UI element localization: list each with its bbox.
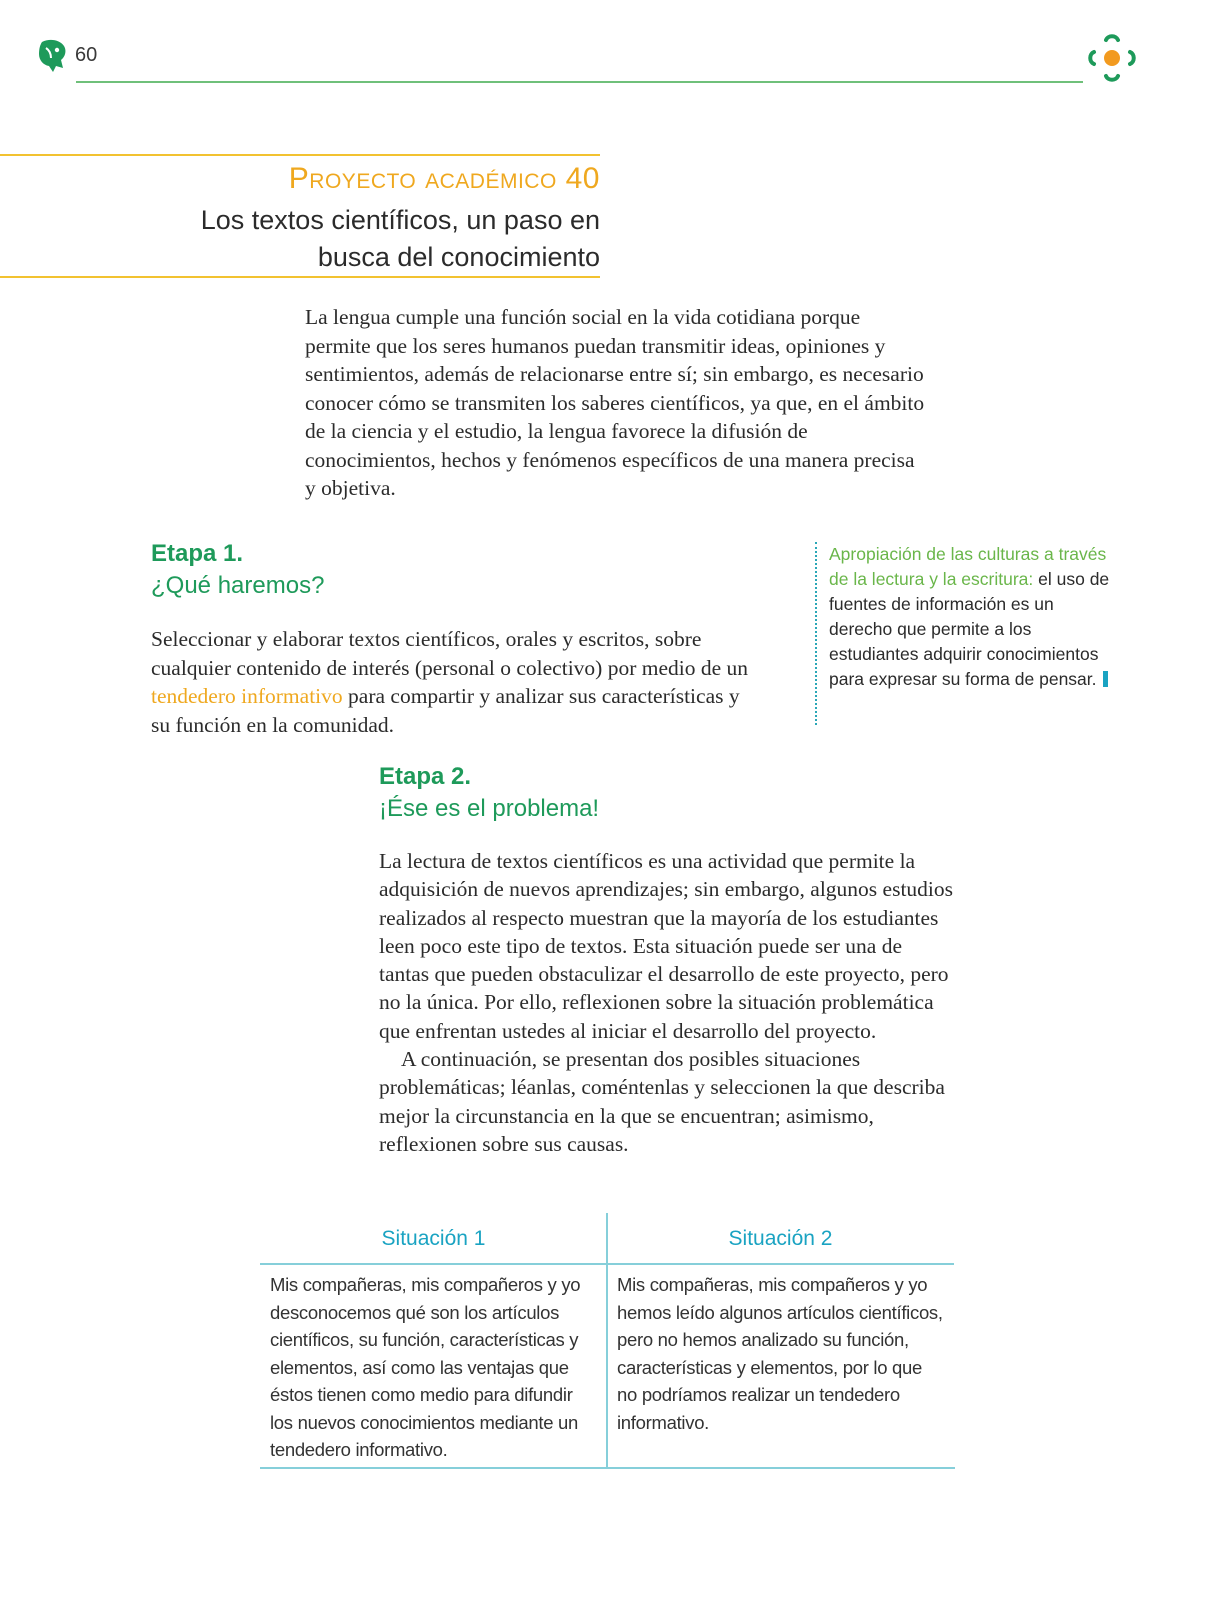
etapa1-body-before: Seleccionar y elaborar textos científicos, orales y escritos, sobre cualquier contenido de interés (personal o colectivo) por medio de un bbox=[151, 627, 749, 680]
etapa1-body-after: para compartir y analizar sus características y su función en la comunidad. bbox=[151, 684, 740, 737]
tendedero-highlight: tendedero informativo bbox=[151, 684, 343, 708]
etapa2-body bbox=[379, 847, 954, 1158]
etapa2-subtitle: ¡Ése es el problema! bbox=[379, 795, 600, 822]
project-title: Los textos científicos, un paso en busca del conocimiento bbox=[200, 205, 600, 272]
flower-dots-icon bbox=[1086, 30, 1138, 86]
leaf-head-icon bbox=[36, 38, 68, 74]
project-label: Proyecto académico 40 bbox=[288, 162, 600, 195]
etapa1-number: Etapa 1. bbox=[151, 540, 244, 567]
situation-1-title: Situación 1 bbox=[260, 1213, 607, 1265]
page-number: 60 bbox=[75, 44, 98, 66]
etapa1-subtitle: ¿Qué haremos? bbox=[151, 572, 325, 599]
sidebar-term: Apropiación de las culturas a través de la lectura y la escritura: bbox=[829, 544, 1107, 589]
title-bottom-rule bbox=[0, 276, 600, 278]
intro-paragraph: La lengua cumple una función social en la vida cotidiana porque permite que los seres humanos puedan transmitir ideas, opiniones y sentimientos, además de relacionarse entre sí; sin embargo, es necesario conocer cómo se transmiten los saberes científicos, ya que, en el ámbito de la ciencia y el estudio, la lengua favorece la difusión de conocimientos, hechos y fenómenos específicos de una manera precisa y objetiva. bbox=[305, 305, 925, 500]
glossary-sidebar bbox=[815, 542, 1115, 725]
etapa2-paragraph-1: La lectura de textos científicos es una actividad que permite la adquisición de nuevos aprendizajes; sin embargo, algunos estudios realizados al respecto muestran que la mayoría de los estudiantes leen poco este tipo de textos. Esta situación puede ser una de tantas que pueden obstaculizar el desarrollo de este proyecto, pero no la única. Por ello, reflexionen sobre la situación problemática que enfrentan ustedes al iniciar el desarrollo del proyecto. bbox=[379, 849, 954, 1043]
situation-2-column bbox=[607, 1213, 954, 1469]
etapa1-heading bbox=[151, 538, 324, 602]
situation-1-text: Mis compañeras, mis compañeros y yo desconocemos qué son los artículos científicos, su función, características y elementos, así como las ventajas que éstos tienen como medio para difundir los nuevos conocimientos mediante un tendedero informativo. bbox=[270, 1274, 581, 1460]
situation-1-column bbox=[260, 1213, 607, 1469]
sidebar-text: el uso de fuentes de información es un derecho que permite a los estudiantes adquirir conocimientos para expresar su forma de pensar. bbox=[829, 569, 1110, 689]
etapa2-heading bbox=[379, 761, 599, 825]
title-top-rule bbox=[0, 154, 600, 156]
table-bottom-rule bbox=[260, 1467, 955, 1469]
situations-table bbox=[260, 1213, 955, 1469]
situation-2-title: Situación 2 bbox=[607, 1213, 954, 1265]
end-mark-icon bbox=[1103, 671, 1108, 687]
situation-2-text: Mis compañeras, mis compañeros y yo hemos leído algunos artículos científicos, pero no hemos analizado su función, características y elementos, por lo que no podríamos realizar un tendedero informativo. bbox=[617, 1274, 943, 1433]
etapa2-number: Etapa 2. bbox=[379, 763, 472, 790]
table-divider bbox=[606, 1213, 608, 1469]
etapa2-paragraph-2: A continuación, se presentan dos posibles situaciones problemáticas; léanlas, coméntenlas y seleccionen la que describa mejor la circunstancia en la que se encuentran; asimismo, reflexionen sobre sus causas. bbox=[379, 1047, 945, 1156]
header-rule bbox=[76, 81, 1083, 83]
etapa1-body bbox=[151, 625, 751, 739]
